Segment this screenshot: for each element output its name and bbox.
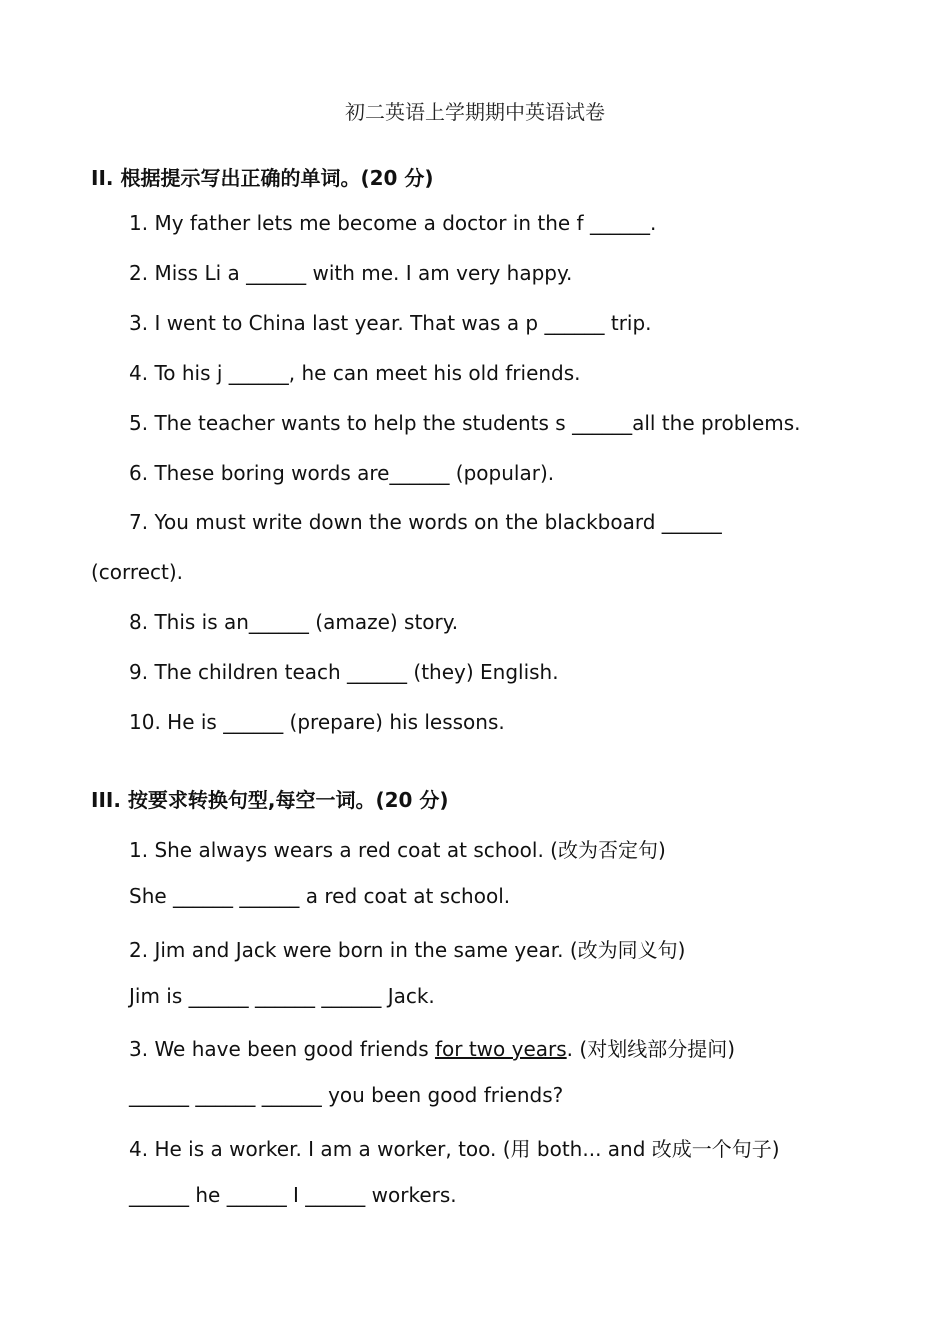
question-line: 5. The teacher wants to help the students s ______all the problems. bbox=[129, 411, 801, 435]
question-line: 1. My father lets me become a doctor in the f ______. bbox=[129, 211, 657, 235]
question-line: 6. These boring words are______ (popular). bbox=[129, 461, 555, 485]
section-3-heading: III. 按要求转换句型,每空一词。(20 分) bbox=[91, 788, 449, 812]
page-title: 初二英语上学期期中英语试卷 bbox=[345, 100, 605, 124]
question-line-continuation: (correct). bbox=[91, 560, 183, 584]
question-line bbox=[129, 1033, 735, 1062]
underlined-phrase: for two years bbox=[434, 1037, 567, 1061]
question-instruction: . (对划线部分提问) bbox=[566, 1037, 735, 1061]
question-line: 3. I went to China last year. That was a p ______ trip. bbox=[129, 311, 652, 335]
question-line: 9. The children teach ______ (they) English. bbox=[129, 660, 559, 684]
answer-line: Jim is ______ ______ ______ Jack. bbox=[129, 984, 435, 1008]
answer-line: ______ ______ ______ you been good friends? bbox=[129, 1083, 564, 1107]
question-line: 4. To his j ______, he can meet his old friends. bbox=[129, 361, 581, 385]
question-line: 1. She always wears a red coat at school. (改为否定句) bbox=[129, 838, 666, 862]
question-text: 3. We have been good friends bbox=[129, 1037, 435, 1061]
answer-line: ______ he ______ I ______ workers. bbox=[129, 1183, 457, 1207]
question-line: 2. Jim and Jack were born in the same year. (改为同义句) bbox=[129, 938, 686, 962]
question-line: 7. You must write down the words on the blackboard ______ bbox=[129, 510, 722, 534]
question-line: 10. He is ______ (prepare) his lessons. bbox=[129, 710, 505, 734]
answer-line: She ______ ______ a red coat at school. bbox=[129, 884, 511, 908]
section-2-heading: II. 根据提示写出正确的单词。(20 分) bbox=[91, 166, 434, 190]
question-line: 8. This is an______ (amaze) story. bbox=[129, 610, 459, 634]
question-line: 2. Miss Li a ______ with me. I am very happy. bbox=[129, 261, 573, 285]
question-line: 4. He is a worker. I am a worker, too. (用 both... and 改成一个句子) bbox=[129, 1137, 780, 1161]
